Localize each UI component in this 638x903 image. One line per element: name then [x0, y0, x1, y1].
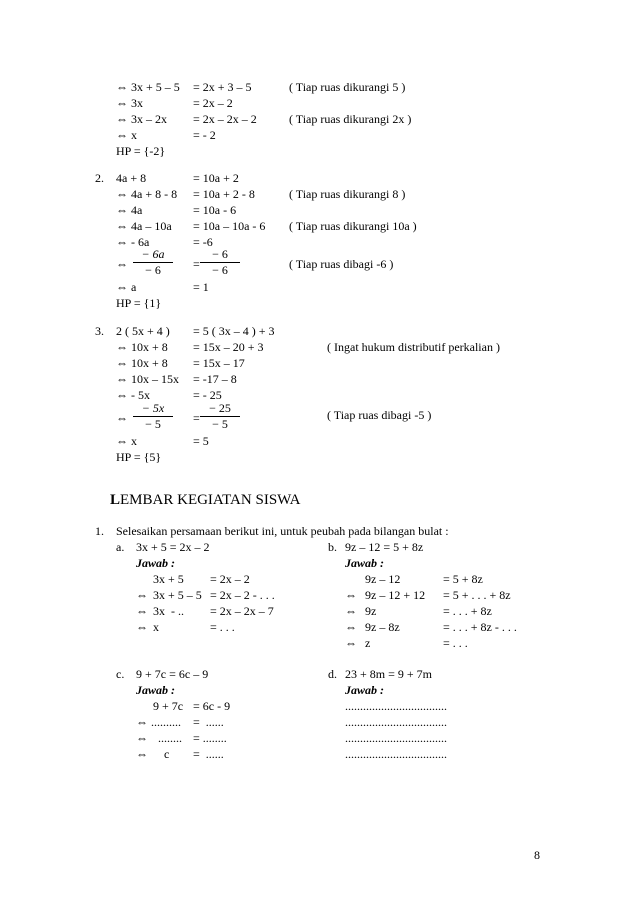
rhs: = - 25 [193, 388, 222, 402]
lhs: - 6a [131, 235, 150, 249]
question-number: 1. [95, 524, 104, 538]
numerator: − 5x [141, 401, 165, 415]
arrow-icon: ⇔ [136, 604, 148, 618]
rhs: = 2x – 2 - . . . [210, 588, 275, 602]
arrow-icon: ⇔ [116, 434, 128, 448]
lhs: - 5x [131, 388, 150, 402]
section-title-initial: L [110, 492, 121, 508]
lhs: 9z – 12 [365, 572, 401, 586]
exercise-equation: 9 + 7c = 6c – 9 [136, 667, 209, 681]
answer-blank: ........ [155, 731, 182, 745]
rhs: = . . . + 8z - . . . [443, 620, 517, 634]
arrow-icon: ⇔ [116, 128, 128, 142]
question-text: Selesaikan persamaan berikut ini, untuk peubah pada bilangan bulat : [116, 524, 449, 538]
arrow-icon: ⇔ [345, 604, 357, 618]
exercise-equation: 3x + 5 = 2x – 2 [136, 540, 210, 554]
lhs: x [153, 620, 159, 634]
rhs: = ...... [193, 747, 224, 761]
rhs: = 2x – 2x – 2 [193, 112, 257, 126]
lhs: 4a – 10a [131, 219, 172, 233]
answer-label: Jawab : [136, 683, 175, 697]
arrow-icon: ⇔ [345, 588, 357, 602]
arrow-icon: ⇔ [116, 235, 128, 249]
denominator: − 5 [145, 417, 161, 431]
note: ( Tiap ruas dikurangi 10a ) [289, 219, 417, 233]
note: ( Tiap ruas dibagi -6 ) [289, 257, 394, 271]
arrow-icon: ⇔ [116, 372, 128, 386]
arrow-icon: ⇔ [136, 588, 148, 602]
equals-sign: = [193, 257, 200, 271]
rhs: = . . . [443, 636, 468, 650]
arrow-icon: ⇔ [136, 731, 148, 745]
lhs: 9z [365, 604, 377, 618]
note: ( Ingat hukum distributif perkalian ) [327, 340, 500, 354]
lhs: 4a + 8 - 8 [131, 187, 178, 201]
arrow-icon: ⇔ [136, 715, 148, 729]
note: ( Tiap ruas dibagi -5 ) [327, 408, 432, 422]
arrow-icon: ⇔ [136, 747, 148, 761]
lhs: 3x – 2x [131, 112, 167, 126]
rhs: = 1 [193, 280, 209, 294]
lhs: z [365, 636, 371, 650]
arrow-icon: ⇔ [136, 620, 148, 634]
lhs: c [155, 747, 170, 761]
rhs: = . . . + 8z [443, 604, 492, 618]
note: ( Tiap ruas dikurangi 5 ) [289, 80, 406, 94]
lhs: 10x – 15x [131, 372, 179, 386]
answer-label: Jawab : [345, 556, 384, 570]
lhs: x [131, 434, 137, 448]
rhs: = 2x – 2x – 7 [210, 604, 274, 618]
note: ( Tiap ruas dikurangi 8 ) [289, 187, 406, 201]
fraction [133, 248, 173, 277]
exercise-equation: 9z – 12 = 5 + 8z [345, 540, 424, 554]
rhs: = 2x – 2 [210, 572, 250, 586]
rhs: = 2x + 3 – 5 [193, 80, 252, 94]
lhs: 3x + 5 – 5 [153, 588, 202, 602]
numerator: − 6a [141, 247, 165, 261]
arrow-icon: ⇔ [116, 356, 128, 370]
rhs: = 5 [193, 434, 209, 448]
arrow-icon: ⇔ [116, 280, 128, 294]
arrow-icon: ⇔ [116, 187, 128, 201]
rhs: = 5 + 8z [443, 572, 483, 586]
exercise-equation: 23 + 8m = 9 + 7m [345, 667, 432, 681]
answer-blank: .................................. [345, 731, 447, 745]
solution-set: HP = {-2} [116, 144, 166, 158]
lhs: a [131, 280, 137, 294]
arrow-icon: ⇔ [116, 257, 128, 271]
rhs: = -17 – 8 [193, 372, 237, 386]
answer-blank: .......... [151, 715, 181, 729]
arrow-icon: ⇔ [345, 620, 357, 634]
lhs: 9 + 7c [153, 699, 184, 713]
answer-blank: .................................. [345, 699, 447, 713]
rhs: = 10a + 2 - 8 [193, 187, 255, 201]
lhs: x [131, 128, 137, 142]
rhs: = 5 + . . . + 8z [443, 588, 511, 602]
section-title [110, 491, 300, 509]
rhs: = ...... [193, 715, 224, 729]
lhs: 4a [131, 203, 143, 217]
arrow-icon: ⇔ [116, 203, 128, 217]
exercise-label: c. [116, 667, 125, 681]
rhs: = 6c - 9 [193, 699, 231, 713]
numerator: − 6 [212, 247, 228, 261]
arrow-icon: ⇔ [345, 636, 357, 650]
lhs: 3x + 5 [153, 572, 184, 586]
lhs: 3x [131, 96, 143, 110]
rhs: = 10a – 10a - 6 [193, 219, 266, 233]
answer-blank: .................................. [345, 715, 447, 729]
numerator: − 25 [209, 401, 231, 415]
rhs: = 5 ( 3x – 4 ) + 3 [193, 324, 275, 338]
lhs: 9z – 12 + 12 [365, 588, 426, 602]
rhs: = - 2 [193, 128, 216, 142]
rhs: = ........ [193, 731, 227, 745]
fraction [200, 248, 240, 277]
lhs: 10x + 8 [131, 340, 168, 354]
exercise-label: a. [116, 540, 125, 554]
rhs: = -6 [193, 235, 213, 249]
arrow-icon: ⇔ [116, 219, 128, 233]
lhs: 3x + 5 – 5 [131, 80, 180, 94]
solution-set: HP = {5} [116, 450, 162, 464]
lhs: 4a + 8 [116, 171, 147, 185]
denominator: − 6 [212, 263, 228, 277]
answer-blank: .................................. [345, 747, 447, 761]
answer-label: Jawab : [345, 683, 384, 697]
arrow-icon: ⇔ [116, 80, 128, 94]
rhs: = 2x – 2 [193, 96, 233, 110]
lhs: 2 ( 5x + 4 ) [116, 324, 170, 338]
arrow-icon: ⇔ [116, 340, 128, 354]
rhs: = 15x – 17 [193, 356, 245, 370]
rhs: = 10a + 2 [193, 171, 239, 185]
rhs: = . . . [210, 620, 235, 634]
arrow-icon: ⇔ [116, 388, 128, 402]
fraction [200, 402, 240, 431]
rhs: = 10a - 6 [193, 203, 237, 217]
arrow-icon: ⇔ [116, 411, 128, 425]
lhs: 10x + 8 [131, 356, 168, 370]
equals-sign: = [193, 411, 200, 425]
denominator: − 5 [212, 417, 228, 431]
page-number: 8 [534, 848, 540, 862]
fraction [133, 402, 173, 431]
problem-number: 3. [95, 324, 104, 338]
lhs: 9z – 8z [365, 620, 400, 634]
solution-set: HP = {1} [116, 296, 162, 310]
exercise-label: d. [328, 667, 337, 681]
lhs: 3x - .. [153, 604, 184, 618]
exercise-label: b. [328, 540, 337, 554]
rhs: = 15x – 20 + 3 [193, 340, 264, 354]
denominator: − 6 [145, 263, 161, 277]
problem-number: 2. [95, 171, 104, 185]
note: ( Tiap ruas dikurangi 2x ) [289, 112, 412, 126]
section-title-rest: EMBAR KEGIATAN SISWA [120, 492, 301, 508]
arrow-icon: ⇔ [116, 96, 128, 110]
answer-label: Jawab : [136, 556, 175, 570]
arrow-icon: ⇔ [116, 112, 128, 126]
